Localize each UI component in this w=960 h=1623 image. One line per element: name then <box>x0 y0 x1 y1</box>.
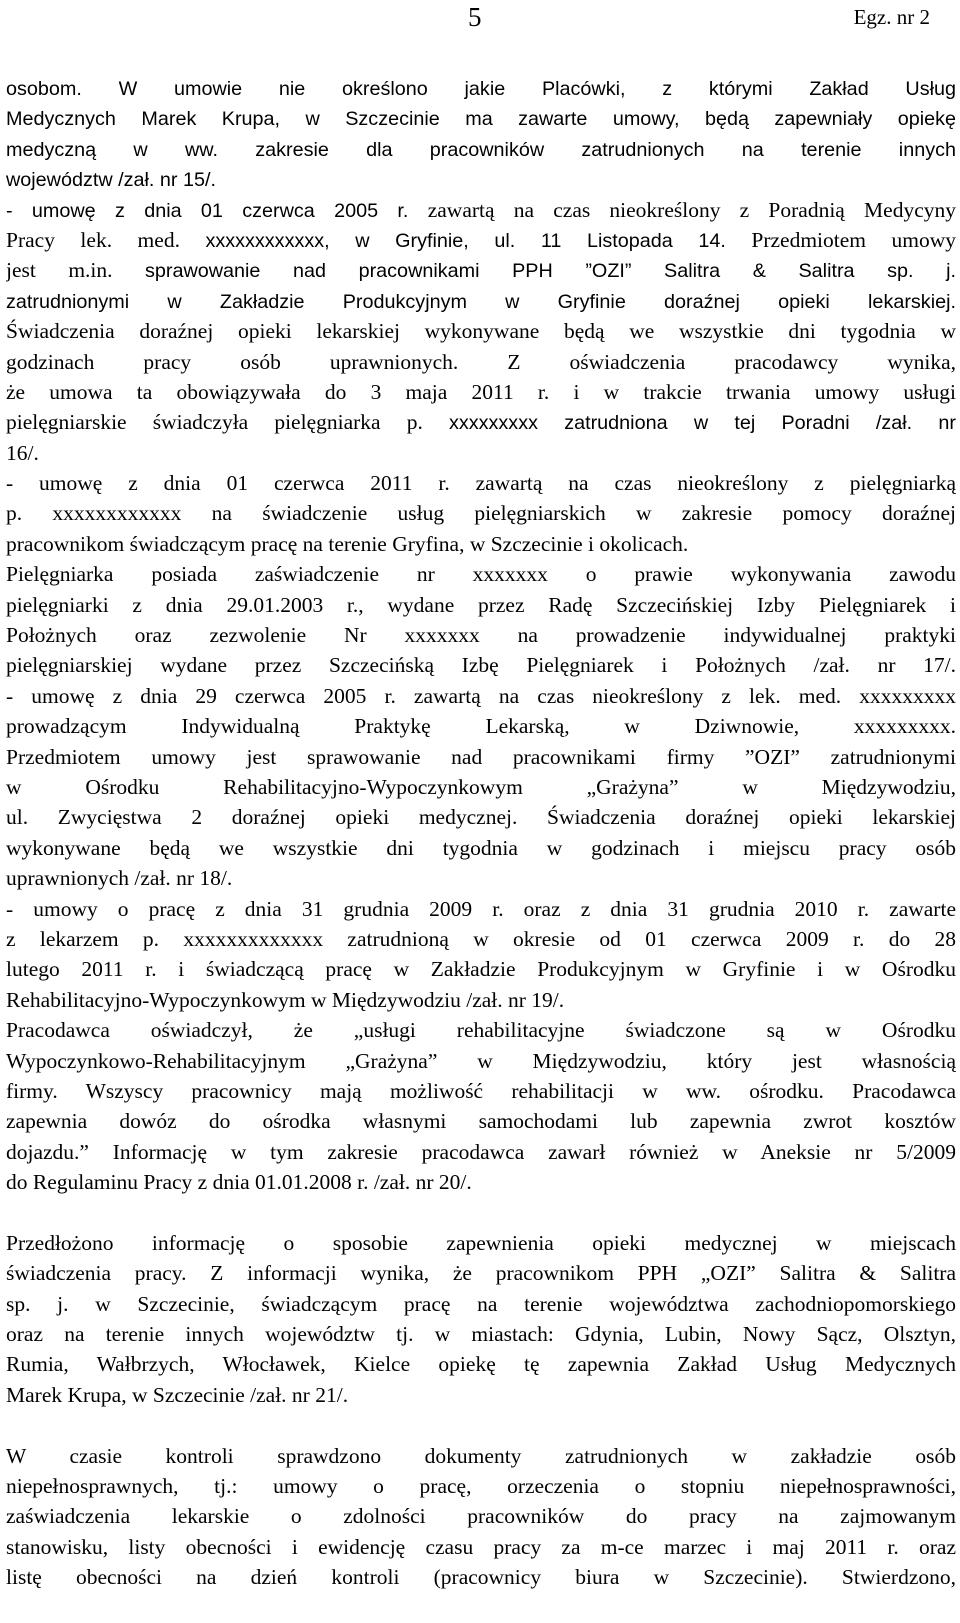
text-line <box>6 954 956 984</box>
text-line <box>6 863 956 893</box>
text-line <box>6 255 956 285</box>
text-segment: zawartą na czas nieokreślony z lek. med. xxxxxxxxx <box>413 683 956 708</box>
text-segment: województw /zał. nr 15/. <box>6 169 216 192</box>
text-line <box>6 1501 956 1531</box>
text-segment: w Ośrodku Rehabilitacyjno-Wypoczynkowym „Grażyna” w Międzywodziu, <box>6 774 956 799</box>
text-segment: sprawowanie nad pracownikami PPH ”OZI” Salitra & Salitra sp. j. <box>144 260 956 283</box>
text-segment: - umowę z dnia 29 czerwca 2005 r. <box>6 683 414 708</box>
text-line <box>6 924 956 954</box>
text-line <box>6 559 956 589</box>
text-segment: - umowę z dnia 01 czerwca 2011 r. zawartą na czas nieokreślony z pielęgniarką <box>6 471 956 496</box>
text-segment: Przedłożono informację o sposobie zapewnienia opieki medycznej w miejscach <box>6 1230 956 1255</box>
text-segment: - umowę z dnia 01 czerwca 2005 r. <box>6 199 428 222</box>
text-line <box>6 1532 956 1562</box>
text-segment: jest m.in. <box>6 258 145 283</box>
text-line <box>6 681 956 711</box>
text-segment: pracownikom świadczącym pracę na terenie Gryfina, w Szczecinie i okolicach. <box>6 531 689 556</box>
text-line <box>6 164 956 194</box>
text-segment: medyczną w ww. zakresie dla pracowników zatrudnionych na terenie innych <box>6 138 956 161</box>
text-line <box>6 1562 956 1592</box>
text-line <box>6 1380 956 1410</box>
text-segment: p. xxxxxxxxxxxx na świadczenie usług pielęgniarskich w zakresie pomocy doraźnej <box>6 501 956 526</box>
paragraph-spacer <box>6 1410 956 1440</box>
page-number: 5 <box>468 2 482 32</box>
text-segment: do Regulaminu Pracy z dnia 01.01.2008 r. /zał. nr 20/. <box>6 1170 472 1195</box>
text-line <box>6 103 956 133</box>
text-line <box>6 1471 956 1501</box>
text-segment: zapewnia dowóz do ośrodka własnymi samochodami lub zapewnia zwrot kosztów <box>6 1109 956 1134</box>
text-line <box>6 802 956 832</box>
text-segment: xxxxxxxxxxxx, w Gryfinie, ul. 11 Listopada 14. <box>205 229 726 252</box>
text-line <box>6 1137 956 1167</box>
text-segment: uprawnionych /zał. nr 18/. <box>6 866 233 891</box>
text-line <box>6 1167 956 1197</box>
text-segment: zaświadczenia lekarskie o zdolności pracowników do pracy na zajmowanym <box>6 1504 956 1529</box>
text-segment: W czasie kontroli sprawdzono dokumenty zatrudnionych w zakładzie osób <box>6 1443 956 1468</box>
text-segment: Przedmiotem umowy <box>725 227 956 252</box>
text-line <box>6 134 956 164</box>
text-segment: sp. j. w Szczecinie, świadczącym pracę na terenie województwa zachodniopomorskiego <box>6 1291 956 1316</box>
text-segment: stanowisku, listy obecności i ewidencję czasu pracy za m-ce marzec i maj 2011 r. oraz <box>6 1534 956 1559</box>
text-line <box>6 1228 956 1258</box>
text-line <box>6 1015 956 1045</box>
text-line <box>6 742 956 772</box>
text-line <box>6 316 956 346</box>
text-line <box>6 1349 956 1379</box>
text-segment: Medycznych Marek Krupa, w Szczecinie ma zawarte umowy, będą zapewniały opiekę <box>6 108 956 131</box>
text-line <box>6 73 956 103</box>
copy-number-label: Egz. nr 2 <box>853 5 930 29</box>
text-line <box>6 1289 956 1319</box>
text-line <box>6 1076 956 1106</box>
text-segment: - umowy o pracę z dnia 31 grudnia 2009 r. oraz z dnia 31 grudnia 2010 r. zawarte <box>6 896 956 921</box>
text-line <box>6 1258 956 1288</box>
text-line <box>6 286 956 316</box>
text-line <box>6 529 956 559</box>
text-segment: pielęgniarskiej wydane przez Szczecińską Izbę Pielęgniarek i Położnych /zał. nr 17/. <box>6 653 956 678</box>
text-line <box>6 1319 956 1349</box>
text-line <box>6 225 956 255</box>
text-segment: Wypoczynkowo-Rehabilitacyjnym „Grażyna” w Międzywodziu, który jest własnością <box>6 1048 956 1073</box>
text-line <box>6 1046 956 1076</box>
text-segment: Rumia, Wałbrzych, Włocławek, Kielce opiekę tę zapewnia Zakład Usług Medycznych <box>6 1352 956 1377</box>
text-segment: Rehabilitacyjno-Wypoczynkowym w Międzywodziu /zał. nr 19/. <box>6 987 565 1012</box>
text-segment: pielęgniarskie świadczyła pielęgniarka p. <box>6 410 449 435</box>
text-segment: 16/. <box>6 440 39 465</box>
text-line <box>6 1106 956 1136</box>
text-segment: pielęgniarki z dnia 29.01.2003 r., wydane przez Radę Szczecińskiej Izby Pielęgniarek i <box>6 592 956 617</box>
text-segment: lutego 2011 r. i świadczącą pracę w Zakładzie Produkcyjnym w Gryfinie i w Ośrodku <box>6 957 956 982</box>
text-segment: osobom. W umowie nie określono jakie Placówki, z którymi Zakład Usług <box>6 78 956 100</box>
text-line <box>6 772 956 802</box>
text-segment: Pracy lek. med. <box>6 227 206 252</box>
text-segment: niepełnosprawnych, tj.: umowy o pracę, orzeczenia o stopniu niepełnosprawności, <box>6 1473 956 1498</box>
text-line <box>6 468 956 498</box>
text-line <box>6 833 956 863</box>
text-segment: Pracodawca oświadczył, że „usługi rehabilitacyjne świadczone są w Ośrodku <box>6 1018 956 1043</box>
text-line <box>6 894 956 924</box>
text-line <box>6 498 956 528</box>
text-segment: Marek Krupa, w Szczecinie /zał. nr 21/. <box>6 1382 349 1407</box>
text-line <box>6 650 956 680</box>
document-body <box>6 73 956 1593</box>
text-line <box>6 377 956 407</box>
text-segment: zatrudnionymi w Zakładzie Produkcyjnym w Gryfinie doraźnej opieki lekarskiej. <box>6 290 956 313</box>
text-segment: Świadczenia doraźnej opieki lekarskiej wykonywane będą we wszystkie dni tygodnia w <box>6 319 956 344</box>
text-line <box>6 590 956 620</box>
text-segment: Położnych oraz zezwolenie Nr xxxxxxx na prowadzenie indywidualnej praktyki <box>6 623 956 648</box>
text-line <box>6 620 956 650</box>
text-segment: zawartą na czas nieokreślony z Poradnią Medycyny <box>427 197 956 222</box>
text-line <box>6 407 956 437</box>
text-segment: Przedmiotem umowy jest sprawowanie nad pracownikami firmy ”OZI” zatrudnionymi <box>6 744 956 769</box>
text-line <box>6 195 956 225</box>
text-segment: prowadzącym Indywidualną Praktykę Lekarską, w Dziwnowie, xxxxxxxxx. <box>6 714 956 739</box>
text-segment: xxxxxxxxx zatrudniona w tej Poradni /zał. nr <box>448 412 956 435</box>
text-segment: że umowa ta obowiązywała do 3 maja 2011 r. i w trakcie trwania umowy usługi <box>6 379 956 404</box>
text-segment: wykonywane będą we wszystkie dni tygodnia w godzinach i miejscu pracy osób <box>6 835 956 860</box>
text-segment: z lekarzem p. xxxxxxxxxxxxx zatrudnioną w okresie od 01 czerwca 2009 r. do 28 <box>6 926 956 951</box>
text-line <box>6 711 956 741</box>
text-line <box>6 1441 956 1471</box>
text-segment: Pielęgniarka posiada zaświadczenie nr xxxxxxx o prawie wykonywania zawodu <box>6 562 956 587</box>
text-segment: firmy. Wszyscy pracownicy mają możliwość rehabilitacji w ww. ośrodku. Pracodawca <box>6 1078 956 1103</box>
text-line <box>6 985 956 1015</box>
text-segment: świadczenia pracy. Z informacji wynika, że pracownikom PPH „OZI” Salitra & Salitra <box>6 1261 956 1286</box>
text-line <box>6 438 956 468</box>
paragraph-spacer <box>6 1197 956 1227</box>
text-segment: ul. Zwycięstwa 2 doraźnej opieki medycznej. Świadczenia doraźnej opieki lekarskiej <box>6 805 956 830</box>
text-segment: oraz na terenie innych województw tj. w miastach: Gdynia, Lubin, Nowy Sącz, Olsztyn, <box>6 1322 956 1347</box>
text-line <box>6 347 956 377</box>
text-segment: godzinach pracy osób uprawnionych. Z oświadczenia pracodawcy wynika, <box>6 349 956 374</box>
text-segment: dojazdu.” Informację w tym zakresie pracodawca zawarł również w Aneksie nr 5/2009 <box>6 1139 956 1164</box>
text-segment: listę obecności na dzień kontroli (pracownicy biura w Szczecinie). Stwierdzono, <box>6 1565 956 1590</box>
